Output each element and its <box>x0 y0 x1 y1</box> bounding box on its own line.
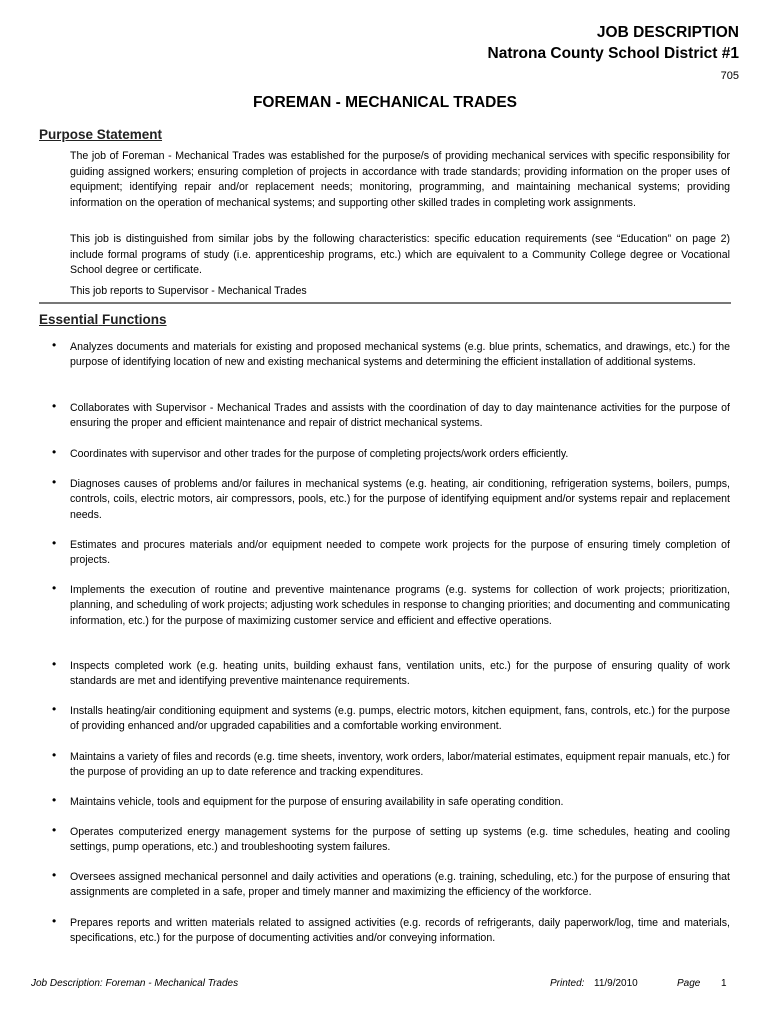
bullet: • <box>52 748 57 762</box>
list-item-text: Collaborates with Supervisor - Mechanical Trades and assists with the coordination of day to day maintenance activities for the purpose of ensuring the proper and efficient maintenance and repair of district mechanical systems. <box>70 402 730 430</box>
purpose-paragraph: The job of Foreman - Mechanical Trades was established for the purpose/s of providing mechanical services with specific responsibility for guiding assigned workers; ensuring completion of projects in accordance with trade standards; providing information on the proper uses of equipment; identifying repair and/or replacement needs; monitoring, programming, and maintaining mechanical systems; providing information on the operation of mechanical systems; and supporting other skilled trades in completing work assignments. <box>70 150 730 209</box>
document-code: 705 <box>720 70 739 82</box>
reports-to-paragraph: This job reports to Supervisor - Mechanical Trades <box>70 285 307 297</box>
list-item-text: Diagnoses causes of problems and/or failures in mechanical systems (e.g. heating, air conditioning, refrigeration systems, boilers, pumps, controls, coils, electric motors, air compressors, pools, etc.) for the purpose of identifying equipment and/or systems repair and replacement needs. <box>70 478 730 521</box>
functions-heading-word: Functions <box>102 312 167 327</box>
footer-document-name: Job Description: Foreman - Mechanical Trades <box>31 978 239 989</box>
bullet: • <box>52 823 57 837</box>
list-item-text: Analyzes documents and materials for existing and proposed mechanical systems (e.g. blue prints, schematics, and drawings, etc.) for the purpose of identifying location of new and existing mechanical systems and determining the efficient installation of additional systems. <box>70 341 730 369</box>
bullet: • <box>52 793 57 807</box>
list-item-text: Maintains vehicle, tools and equipment for the purpose of ensuring availability in safe operating condition. <box>70 796 564 808</box>
list-item-text: Inspects completed work (e.g. heating units, building exhaust fans, ventilation units, etc.) for the purpose of ensuring quality of work standards are met and identifying preventive maintenance requirements. <box>70 660 730 688</box>
bullet: • <box>52 338 57 352</box>
printed-label: Printed: <box>550 978 585 989</box>
list-item-text: Prepares reports and written materials related to assigned activities (e.g. records of refrigerants, daily paperwork/log, time and materials, specifications, etc.) for the purpose of documenting activities and/or conveying information. <box>70 917 730 945</box>
bullet: • <box>52 702 57 716</box>
page-label: Page <box>677 978 701 989</box>
page-number: 1 <box>721 978 727 989</box>
list-item-text: Coordinates with supervisor and other trades for the purpose of completing projects/work orders efficiently. <box>70 448 569 460</box>
job-title: FOREMAN - MECHANICAL TRADES <box>252 94 518 111</box>
bullet: • <box>52 914 57 928</box>
section-divider <box>39 302 731 304</box>
list-item-text: Oversees assigned mechanical personnel and daily activities and operations (e.g. training, scheduling, etc.) for the purpose of ensuring that assignments are completed in a safe, proper and timely manner and maximizing the efficiency of the workforce. <box>70 871 730 899</box>
list-item-text: Implements the execution of routine and preventive maintenance programs (e.g. systems for collection of work projects; prioritization, planning, and scheduling of work projects; adjusting work schedules in response to changing priorities; and documenting and communicating information, etc.) for the purpose of maximizing customer service and efficient and effective operations. <box>70 584 730 627</box>
bullet: • <box>52 445 57 459</box>
bullet: • <box>52 581 57 595</box>
list-item-text: Estimates and procures materials and/or equipment needed to compete work projects for the purpose of ensuring timely completion of projects. <box>70 539 730 567</box>
essential-heading-word: Essential <box>39 312 99 327</box>
list-item-text: Installs heating/air conditioning equipment and systems (e.g. pumps, electric motors, kitchen equipment, fans, controls, etc.) for the purpose of providing enhanced and/or upgraded capabilities and a comfortable working environment. <box>70 705 730 733</box>
district-name: Natrona County School District #1 <box>487 45 739 62</box>
bullet: • <box>52 657 57 671</box>
bullet: • <box>52 536 57 550</box>
printed-date: 11/9/2010 <box>594 978 638 989</box>
bullet: • <box>52 868 57 882</box>
document-title: JOB DESCRIPTION <box>596 24 739 41</box>
bullet: • <box>52 475 57 489</box>
bullet: • <box>52 399 57 413</box>
list-item-text: Maintains a variety of files and records (e.g. time sheets, inventory, work orders, labor/material estimates, equipment repair manuals, etc.) for the purpose of providing an up to date reference and tracking expenditures. <box>70 751 730 779</box>
essential-functions-heading <box>39 312 167 327</box>
purpose-statement-heading: Purpose Statement <box>39 127 163 142</box>
list-item-text: Operates computerized energy management systems for the purpose of setting up systems (e.g. time schedules, heating and cooling settings, pump operations, etc.) and troubleshooting system failures. <box>70 826 730 854</box>
distinguishing-paragraph: This job is distinguished from similar jobs by the following characteristics: specific education requirements (see “Education” on page 2) include formal programs of study (i.e. apprenticeship programs, etc.) which are equivalent to a Community College degree or Vocational School degree or certificate. <box>70 233 730 277</box>
